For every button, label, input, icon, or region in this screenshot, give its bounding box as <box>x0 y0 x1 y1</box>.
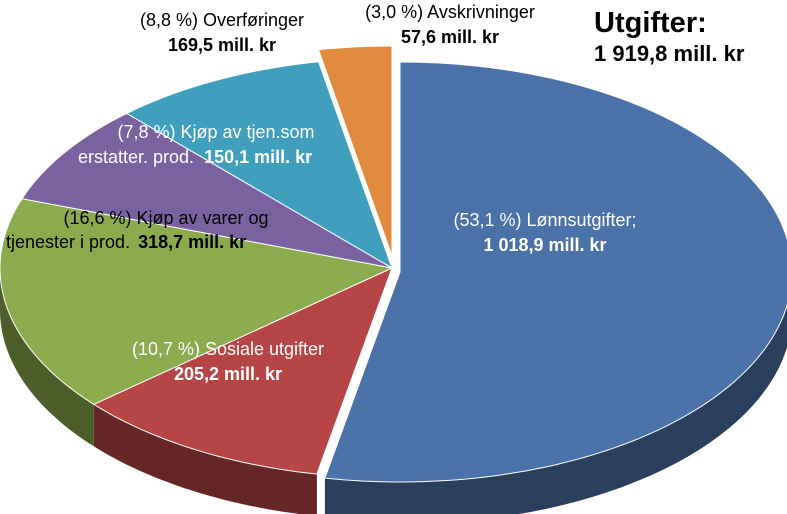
slice-label-lonn-percent: (53,1 %) Lønnsutgifter; <box>453 210 637 230</box>
slice-label-varer-line2-text: tjenester i prod. <box>6 232 131 252</box>
slice-label-lonn-amount: 1 018,9 mill. kr <box>483 235 607 255</box>
slice-label-overf-percent: (8,8 %) Overføringer <box>139 10 305 30</box>
slice-label-varer-line2 <box>6 232 246 252</box>
slice-label-overf <box>140 10 304 55</box>
slice-label-varer-amount: 318,7 mill. kr <box>138 232 247 252</box>
slice-label-avskr-amount: 57,6 mill. kr <box>400 27 500 47</box>
slice-label-avskr-percent: (3,0 %) Avskrivninger <box>365 2 535 22</box>
slice-label-varer-percent: (16,6 %) Kjøp av varer og <box>63 208 269 228</box>
slice-label-avskr <box>365 2 535 47</box>
pie-tops <box>0 46 787 482</box>
slice-label-sosiale-percent: (10,7 %) Sosiale utgifter <box>131 339 325 359</box>
slice-label-sosiale-amount: 205,2 mill. kr <box>173 364 283 384</box>
slice-label-tjen-percent: (7,8 %) Kjøp av tjen.som <box>117 122 315 142</box>
slice-label-tjen-line2-text: erstatter. prod. <box>78 147 195 167</box>
chart-total: 1 919,8 mill. kr <box>594 41 745 66</box>
slice-label-overf-amount: 169,5 mill. kr <box>167 35 277 55</box>
slice-label-tjen-amount: 150,1 mill. kr <box>204 147 313 167</box>
chart-title: Utgifter: <box>594 7 707 39</box>
chart-title-block <box>594 6 784 68</box>
